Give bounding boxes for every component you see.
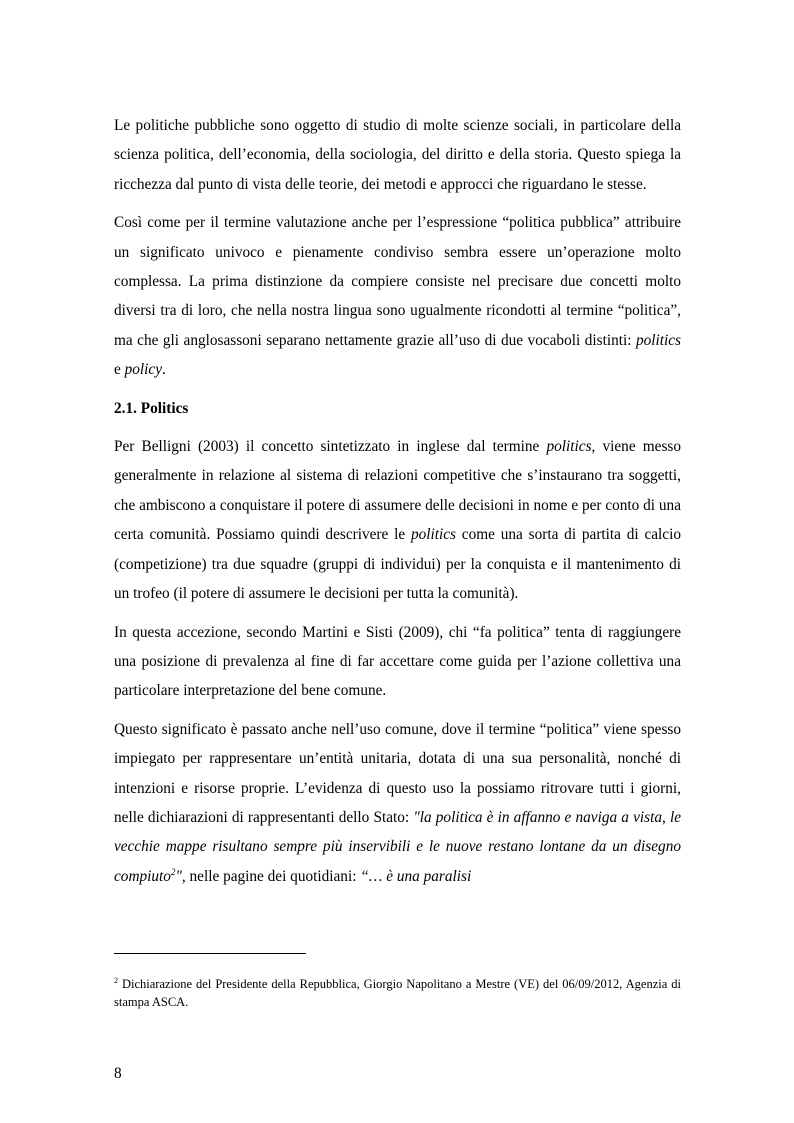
quote-napolitano: "la politica è in affanno e naviga a vista, le vecchie mappe risultano sempre più inservibili e le nuove restano lontane da un disegno compiuto$^2$", [114, 808, 681, 885]
section-heading: 2.1. Politics [114, 399, 189, 417]
footnote [114, 975, 681, 1011]
paragraph-common-use: Questo significato è passato anche nell’uso comune, dove il termine “politica” viene spesso impiegato per rappresentare un’entità unitaria, dotata di una sua personalità, nonché di intenzioni e risorse proprie. L’evidenza di questo uso la possiamo ritrovare tutti i giorni, nelle dichiarazioni di rappresentanti dello Stato: "la politica è in affanno e naviga a vista, le vecchie mappe risultano sempre più inservibili e le nuove restano lontane da un disegno compiuto$^2$", nelle pagine dei quotidiani: “… è una paralisi [114, 720, 681, 885]
paragraph-intro: Le politiche pubbliche sono oggetto di studio di molte scienze sociali, in particolare della scienza politica, dell’economia, della sociologia, del diritto e della storia. Questo spiega la ricchezza dal punto di vista delle teorie, dei metodi e approcci che riguardano le stesse. [114, 117, 681, 193]
term-politics: politics [410, 526, 456, 544]
footnote-reference[interactable]: 2 [170, 866, 176, 877]
paragraph-definition: Così come per il termine valutazione anche per l’espressione “politica pubblica” attribuire un significato univoco e pienamente condiviso sembra essere un’operazione molto complessa. La prima distinzione da compiere consiste nel precisare due concetti molto diversi tra di loro, che nella nostra lingua sono ugualmente ricondotti al termine “politica”, ma che gli anglosassoni separano nettamente grazie all’uso di due vocaboli distinti: politics e policy. [114, 214, 681, 379]
term-politics: politics [635, 331, 681, 349]
footnote-text: Dichiarazione del Presidente della Repubblica, Giorgio Napolitano a Mestre (VE) del 06/09/2012, Agenzia di stampa ASCA. [114, 977, 681, 1009]
page-number: 8 [114, 1065, 122, 1082]
quote-newspaper: “… è una paralisi [360, 867, 472, 885]
term-policy: policy [124, 361, 163, 379]
paragraph-belligni: Per Belligni (2003) il concetto sintetizzato in inglese dal termine politics, viene messo generalmente in relazione al sistema di relazioni competitive che s’instaurano tra soggetti, che ambiscono a conquistare il potere di assumere delle decisioni in nome e per conto di una certa comunità. Possiamo quindi descrivere le politics come una sorta di partita di calcio (competizione) tra due squadre (gruppi di individui) per la conquista e il mantenimento di un trofeo (il potere di assumere le decisioni per tutta la comunità). [114, 438, 682, 603]
footnote-number: 2 [114, 975, 118, 985]
body-text [114, 111, 681, 891]
footnote-separator [114, 953, 306, 954]
term-politics: politics [546, 438, 592, 456]
paragraph-martini-sisti: In questa accezione, secondo Martini e Sisti (2009), chi “fa politica” tenta di raggiungere una posizione di prevalenza al fine di far accettare come guida per l’azione collettiva una particolare interpretazione del bene comune. [114, 623, 681, 700]
